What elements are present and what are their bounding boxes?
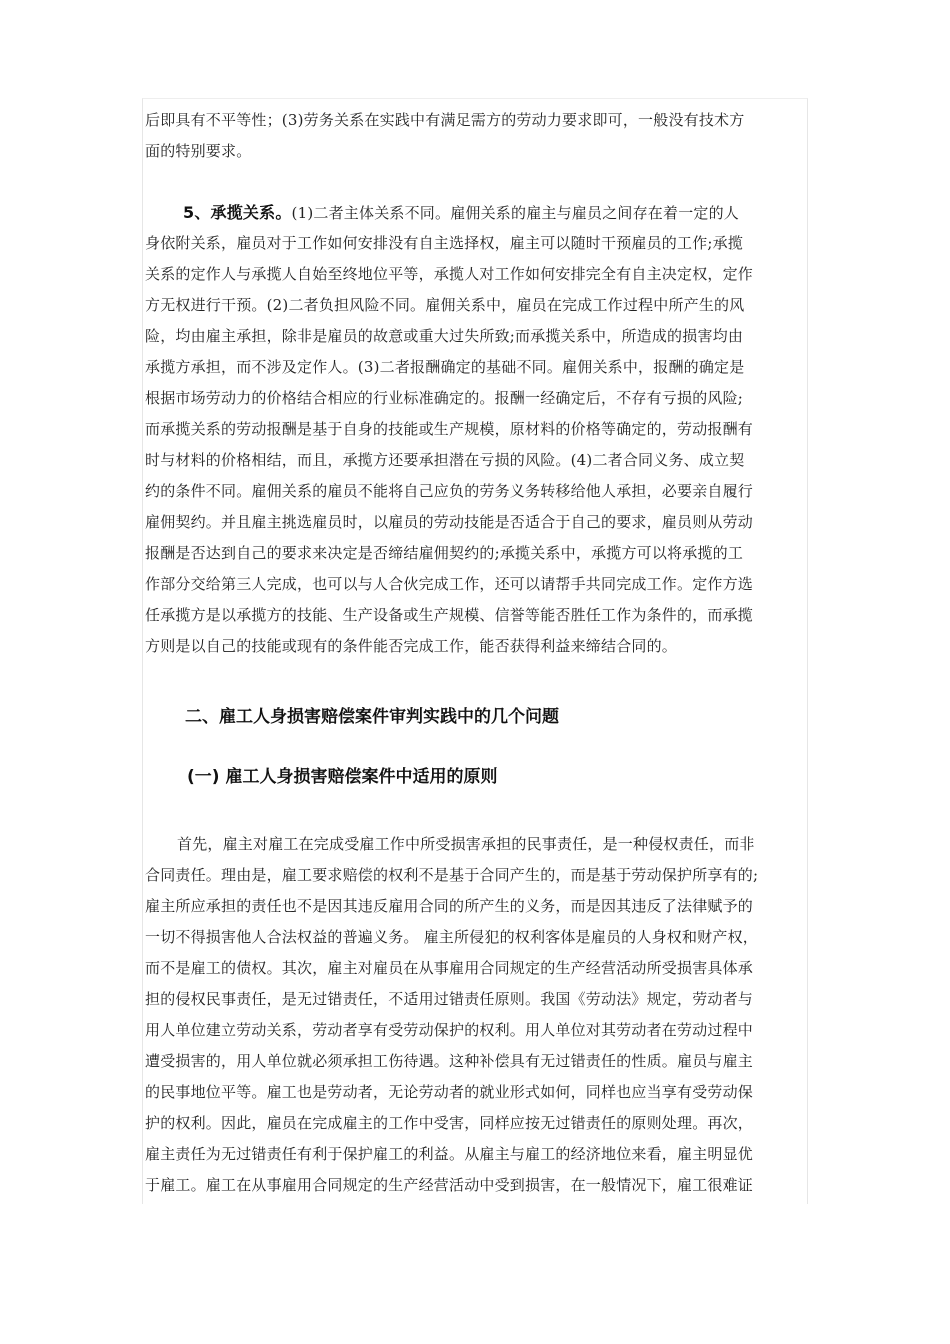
text-line: 用人单位建立劳动关系，劳动者享有受劳动保护的权利。用人单位对其劳动者在劳动过程中 [145, 1021, 754, 1039]
text-line: 面的特别要求。 [145, 142, 252, 160]
text-line: 关系的定作人与承揽人自始至终地位平等，承揽人对工作如何安排完全有自主决定权，定作 [145, 265, 754, 283]
subsection-heading: (一) 雇工人身损害赔偿案件中适用的原则 [187, 767, 498, 787]
text-line: 雇主责任为无过错责任有利于保护雇工的利益。从雇主与雇工的经济地位来看，雇主明显优 [145, 1145, 754, 1163]
text-line: 身依附关系，雇员对于工作如何安排没有自主选择权，雇主可以随时干预雇员的工作;承揽 [145, 234, 744, 252]
paragraph-contracting-relationship [145, 197, 811, 662]
paragraph-heading: 5、承揽关系。 [183, 203, 292, 222]
text-line: 护的权利。因此，雇员在完成雇主的工作中受害，同样应按无过错责任的原则处理。再次， [145, 1114, 754, 1132]
text-line: 约的条件不同。雇佣关系的雇员不能将自己应负的劳务义务转移给他人承担，必要亲自履行 [145, 482, 754, 500]
text-line: 雇佣契约。并且雇主挑选雇员时，以雇员的劳动技能是否适合于自己的要求，雇员则从劳动 [145, 513, 754, 531]
text-line: 合同责任。理由是，雇工要求赔偿的权利不是基于合同产生的，而是基于劳动保护所享有的; [145, 866, 759, 884]
text-line: 遭受损害的，用人单位就必须承担工伤待遇。这种补偿具有无过错责任的性质。雇员与雇主 [145, 1052, 754, 1070]
text-line: 后即具有不平等性；(3)劳务关系在实践中有满足需方的劳动力要求即可，一般没有技术方 [145, 111, 745, 129]
text-line: 的民事地位平等。雇工也是劳动者，无论劳动者的就业形式如何，同样也应当享有受劳动保 [145, 1083, 754, 1101]
text-line: 根据市场劳动力的价格结合相应的行业标准确定的。报酬一经确定后，不存有亏损的风险; [145, 389, 744, 407]
text-line: 承揽方承担，而不涉及定作人。(3)二者报酬确定的基础不同。雇佣关系中，报酬的确定是 [145, 358, 745, 376]
text-line: 险，均由雇主承担，除非是雇员的故意或重大过失所致;而承揽关系中，所造成的损害均由 [145, 327, 744, 345]
paragraph-continuation [145, 105, 811, 167]
text-line: 一切不得损害他人合法权益的普遍义务。 雇主所侵犯的权利客体是雇员的人身权和财产权， [145, 928, 758, 946]
paragraph-first-line-text: (1)二者主体关系不同。雇佣关系的雇主与雇员之间存在着一定的人 [291, 204, 739, 222]
text-line: 方则是以自己的技能或现有的条件能否完成工作，能否获得利益来缔结合同的。 [145, 637, 678, 655]
text-line: 报酬是否达到自己的要求来决定是否缔结雇佣契约的;承揽关系中，承揽方可以将承揽的工 [145, 544, 744, 562]
text-line: 作部分交给第三人完成，也可以与人合伙完成工作，还可以请帮手共同完成工作。定作方选 [145, 575, 754, 593]
paragraph-lines [145, 228, 811, 662]
text-line: 时与材料的价格相结，而且，承揽方还要承担潜在亏损的风险。(4)二者合同义务、成立契 [145, 451, 745, 469]
text-line: 任承揽方是以承揽方的技能、生产设备或生产规模、信誉等能否胜任工作为条件的，而承揽 [145, 606, 754, 624]
paragraph-principles [145, 829, 811, 1201]
section-heading: 二、雇工人身损害赔偿案件审判实践中的几个问题 [185, 707, 559, 727]
text-line: 而承揽关系的劳动报酬是基于自身的技能或生产规模，原材料的价格等确定的，劳动报酬有 [145, 420, 754, 438]
text-line: 首先，雇主对雇工在完成受雇工作中所受损害承担的民事责任，是一种侵权责任，而非 [177, 835, 755, 853]
text-line: 方无权进行干预。(2)二者负担风险不同。雇佣关系中，雇员在完成工作过程中所产生的风 [145, 296, 745, 314]
paragraph-first-line [145, 197, 811, 228]
text-line: 雇主所应承担的责任也不是因其违反雇用合同的所产生的义务，而是因其违反了法律赋予的 [145, 897, 754, 915]
text-line: 于雇工。雇工在从事雇用合同规定的生产经营活动中受到损害，在一般情况下，雇工很难证 [145, 1176, 754, 1194]
text-line: 而不是雇工的债权。其次，雇主对雇员在从事雇用合同规定的生产经营活动所受损害具体承 [145, 959, 754, 977]
text-line: 担的侵权民事责任，是无过错责任，不适用过错责任原则。我国《劳动法》规定，劳动者与 [145, 990, 754, 1008]
